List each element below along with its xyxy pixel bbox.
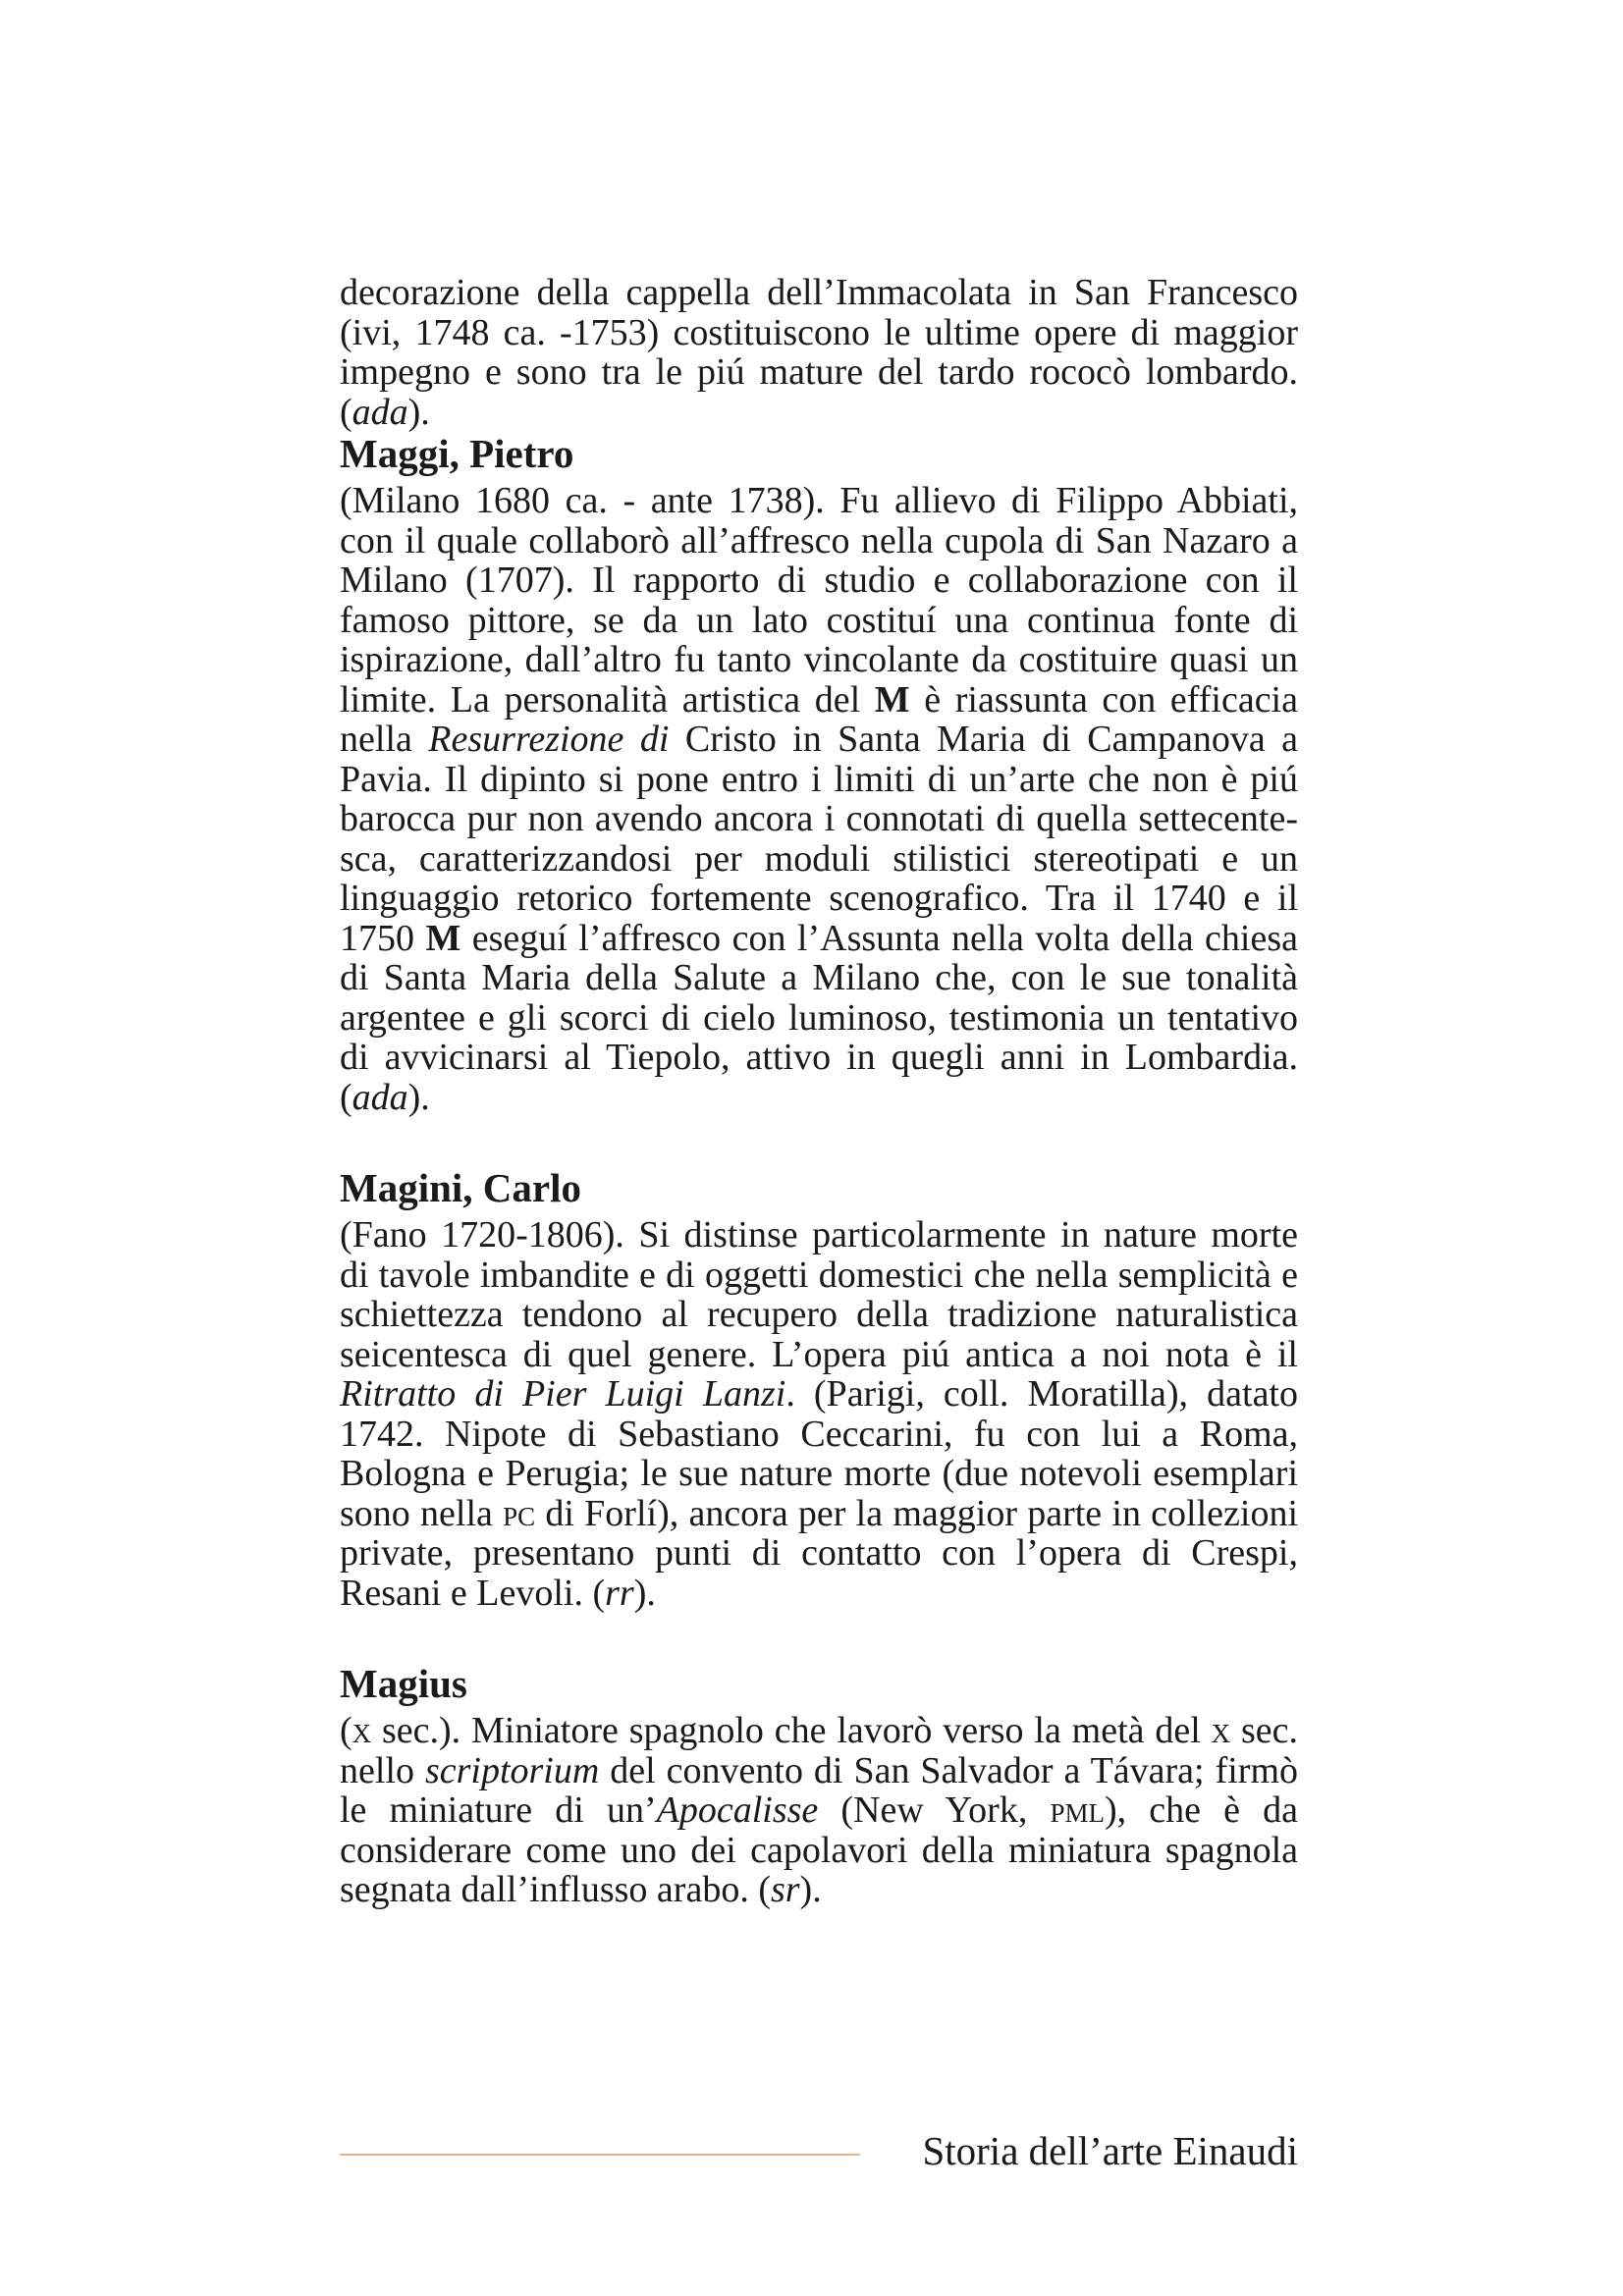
text-run: ).: [407, 1076, 430, 1118]
entry-body: [340, 481, 1298, 1117]
text-run: ).: [799, 1869, 822, 1910]
text-run: (: [340, 1710, 352, 1751]
abbreviation: pml: [1050, 1789, 1105, 1831]
text-run: (New York,: [818, 1789, 1051, 1831]
footer-title: Storia dell’arte Einaudi: [922, 2128, 1298, 2173]
century-numeral: x: [1211, 1710, 1231, 1751]
text-run: sec.). Miniatore spagnolo che lavorò verso la metà del: [371, 1710, 1212, 1751]
artwork-title: Apocalisse: [656, 1789, 819, 1831]
text-run: Cristo in Santa Maria di Campanova a Pavia. Il dipinto si pone entro i limiti di un’arte che non è piú barocca pur non avendo ancora i connotati di quella settecentesca, caratterizzandosi per moduli stilistici stereotipati e un linguaggio retorico fortemente scenografico. Tra il 1740 e il 1750: [340, 719, 1298, 959]
bold-initial: M: [425, 917, 461, 959]
italic-term: scriptorium: [424, 1749, 600, 1791]
entry-magius: [340, 1613, 1298, 1910]
text-run: è riassunta con efficacia nella: [340, 678, 1298, 760]
text-run: ), che è da considerare come uno dei capolavori della miniatura spagnola segnata dall’influsso arabo. (: [340, 1789, 1298, 1910]
entry-title: Maggi, Pietro: [340, 431, 574, 476]
entry-title: Magini, Carlo: [340, 1165, 581, 1210]
text-run: di Forlí), ancora per la maggior parte in collezioni private, presentano punti di contatto con l’opera di Crespi, Resani e Levoli. (: [340, 1492, 1299, 1614]
page-footer: [340, 2126, 1298, 2175]
abbreviation: pc: [503, 1492, 536, 1534]
text-run: sec. nello: [340, 1710, 1298, 1791]
intro-author-initials: ada: [352, 391, 408, 433]
author-initials: rr: [605, 1572, 634, 1614]
author-initials: sr: [770, 1869, 800, 1910]
century-numeral: x: [352, 1710, 372, 1751]
text-run: ).: [633, 1572, 656, 1614]
intro-open-paren: (: [340, 391, 352, 433]
bold-initial: M: [874, 678, 910, 721]
artwork-title: Ritratto di Pier Luigi Lanzi: [340, 1373, 786, 1415]
text-run: (Milano 1680 ca. - ante 1738). Fu allievo di Filippo Abbiati, con il quale collaborò all’affresco nella cupola di San Nazaro a Milano (1707). Il rapporto di studio e collaborazione con il famoso pittore, se da un lato costituí una continua fonte di ispirazione, dall’altro fu tanto vincolante da costituire quasi un limite. La personalità artistica del: [340, 480, 1298, 721]
intro-paragraph: [340, 273, 1298, 432]
text-run: del convento di San Salvador a Távara; firmò le miniature di un’: [340, 1749, 1298, 1831]
footer-rule: [340, 2154, 860, 2156]
text-run: (Fano 1720-1806). Si distinse particolarmente in nature morte di tavole imbandite e di oggetti domestici che nella semplicità e schiettezza tendono al recupero della tradizione naturalistica seicentesca di quel genere. L’opera piú antica a noi nota è il: [340, 1214, 1298, 1375]
intro-text: decorazione della cappella dell’Immacolata in San Francesco (ivi, 1748 ca. -1753) costituiscono le ultime opere di maggior impegno e sono tra le piú mature del tardo rococò lombardo.: [340, 272, 1298, 393]
intro-close: ).: [407, 391, 430, 433]
entry-title: Magius: [340, 1661, 467, 1706]
entry-maggi-pietro: [340, 432, 1298, 1117]
author-initials: ada: [352, 1076, 408, 1118]
entry-magini-carlo: [340, 1117, 1298, 1613]
entry-body: [340, 1215, 1298, 1613]
artwork-title: Resurrezione di: [428, 719, 670, 760]
text-run: eseguí l’affresco con l’Assunta nella volta della chiesa di Santa Maria della Salute a Milano che, con le sue tonalità argentee e gli scorci di cielo luminoso, testimonia un tentativo di avvicinarsi al Tiepolo, attivo in quegli anni in Lombardia. (: [340, 917, 1298, 1118]
entry-body: [340, 1711, 1298, 1910]
text-run: . (Parigi, coll. Moratilla), datato 1742. Nipote di Sebastiano Ceccarini, fu con lui a Roma, Bologna e Perugia; le sue nature morte (due notevoli esemplari sono nella: [340, 1373, 1298, 1534]
page-body: [340, 273, 1298, 1910]
